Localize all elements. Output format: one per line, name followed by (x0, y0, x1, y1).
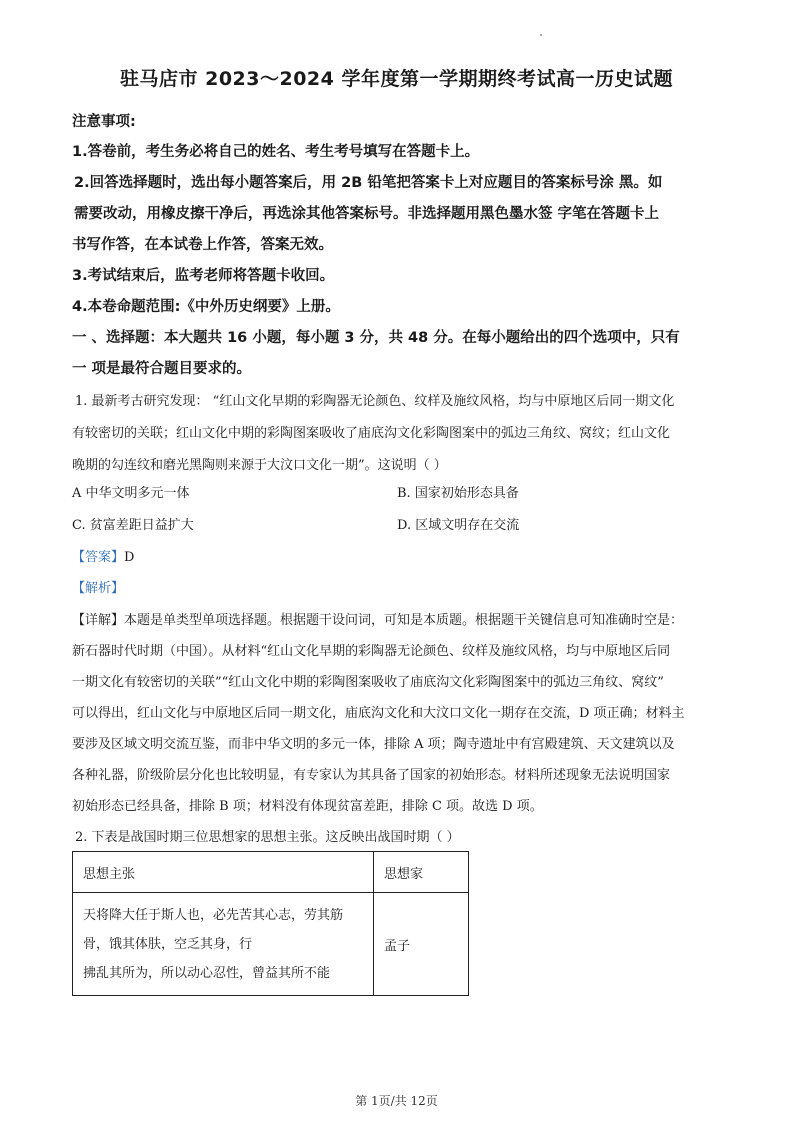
q1-stem-line-1: 1. 最新考古研究发现： “红山文化早期的彩陶器无论颜色、纹样及施纹风格，均与中原地区后同一期文化 (75, 394, 675, 409)
q1-detail-line-3: 一期文化有较密切的关联”“红山文化中期的彩陶图案吸收了庙底沟文化彩陶图案中的弧边三角纹、窝纹” (72, 675, 664, 690)
notice-item-1: 1.答卷前，考生务必将自己的姓名、考生考号填写在答题卡上。 (72, 144, 480, 160)
table-cell-thinker: 孟子 (374, 893, 469, 996)
table-cell-idea (73, 893, 374, 996)
table-header-thinker: 思想家 (374, 852, 469, 893)
table-cell-idea-line-2: 骨，饿其体肤，空乏其身，行 (83, 936, 253, 952)
table-header-idea: 思想主张 (73, 852, 374, 893)
q1-detail-line-7: 初始形态已经具备，排除 B 项；材料没有体现贫富差距，排除 C 项。故选 D 项。 (72, 799, 543, 814)
answer-label: 【答案】 (72, 550, 125, 565)
q1-detail-line-6: 各种礼器，阶级阶层分化也比较明显，有专家认为其具备了国家的初始形态。材料所述现象无法说明国家 (72, 768, 671, 783)
notice-item-2-line-3: 书写作答，在本试卷上作答，答案无效。 (72, 237, 333, 253)
q1-option-c: C. 贫富差距日益扩大 (72, 518, 194, 533)
q2-stem: 2. 下表是战国时期三位思想家的思想主张。这反映出战国时期（ ） (75, 830, 460, 845)
q1-stem-line-2: 有较密切的关联；红山文化中期的彩陶图案吸收了庙底沟文化彩陶图案中的弧边三角纹、窝纹；红山文化 (72, 426, 671, 441)
notice-item-4: 4.本卷命题范围:《中外历史纲要》上册。 (72, 299, 340, 315)
q1-detail-line-4: 可以得出，红山文化与中原地区后同一期文化，庙底沟文化和大汶口文化一期存在交流，D 项正确；材料主 (72, 706, 685, 721)
q1-option-b: B. 国家初始形态具备 (397, 486, 519, 501)
decorative-dot (540, 34, 542, 36)
q1-stem-line-3: 晚期的勾连纹和磨光黑陶则来源于大汶口文化一期”。这说明（ ） (72, 458, 447, 473)
notice-item-2-line-1: 2.回答选择题时，选出每小题答案后，用 2B 铅笔把答案卡上对应题目的答案标号涂 黑。如 (74, 175, 663, 191)
table-cell-idea-line-3: 拂乱其所为，所以动心忍性，曾益其所不能 (83, 965, 331, 981)
notice-item-2-line-2: 需要改动，用橡皮擦干净后，再选涂其他答案标号。非选择题用黑色墨水签 字笔在答题卡上 (74, 206, 660, 222)
section-1-line-1: 一 、选择题：本大题共 16 小题，每小题 3 分，共 48 分。在每小题给出的四个选项中，只有 (72, 330, 680, 346)
q1-detail-line-2: 新石器时代时期（中国）。从材料“红山文化早期的彩陶器无论颜色、纹样及施纹风格，均与中原地区后同 (72, 644, 671, 659)
q1-option-a: A 中华文明多元一体 (72, 486, 190, 501)
q2-table (72, 851, 469, 996)
notice-heading: 注意事项: (72, 114, 136, 130)
q1-option-d: D. 区域文明存在交流 (397, 518, 520, 533)
table-cell-idea-line-1: 天将降大任于斯人也，必先苦其心志，劳其筋 (83, 907, 344, 923)
q1-detail-line-5: 要涉及区域文明交流互鉴，而非中华文明的多元一体，排除 A 项；陶寺遗址中有宫殿建筑、天文建筑以及 (72, 737, 675, 752)
analysis-label: 【解析】 (72, 581, 125, 596)
q1-detail-line-1: 【详解】本题是单类型单项选择题。根据题干设问词，可知是本质题。根据题干关键信息可知准确时空是： (72, 613, 684, 628)
notice-item-3: 3.考试结束后，监考老师将答题卡收回。 (72, 268, 335, 284)
page-footer: 第 1页/共 12页 (355, 1094, 438, 1108)
page-title: 驻马店市 2023～2024 学年度第一学期期终考试高一历史试题 (120, 68, 673, 90)
section-1-line-2: 一 项是最符合题目要求的。 (72, 361, 252, 377)
answer-value: D (124, 550, 135, 565)
q1-answer (72, 546, 134, 565)
